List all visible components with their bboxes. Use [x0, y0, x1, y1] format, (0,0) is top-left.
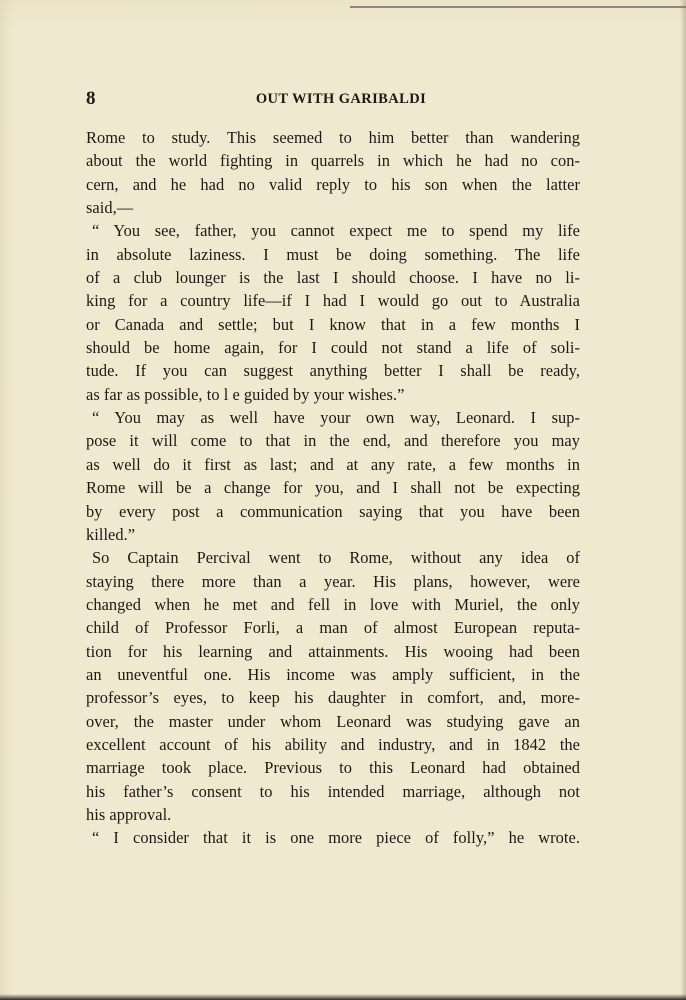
text-line: over, the master under whom Leonard was studying gave an	[86, 711, 580, 731]
text-line: or Canada and settle; but I know that in a few months I	[86, 314, 580, 334]
text-line: “ You may as well have your own way, Leonard. I sup-	[92, 408, 580, 428]
text-line: child of Professor Forli, a man of almost European reputa-	[86, 618, 580, 638]
text-line: as well do it first as last; and at any rate, a few months in	[86, 454, 580, 474]
page-bottom-edge	[0, 994, 686, 1000]
body-text	[86, 126, 580, 850]
text-line: by every post a communication saying that you have been	[86, 501, 580, 521]
text-line: in absolute laziness. I must be doing something. The life	[86, 244, 580, 264]
text-line: about the world fighting in quarrels in which he had no con-	[86, 151, 580, 171]
text-line: “ You see, father, you cannot expect me to spend my life	[92, 221, 580, 241]
text-line: tude. If you can suggest anything better I shall be ready,	[86, 361, 580, 381]
page-header	[86, 88, 580, 114]
text-line: should be home again, for I could not stand a life of soli-	[86, 338, 580, 358]
text-line: king for a country life—if I had I would go out to Australia	[86, 291, 580, 311]
text-line: changed when he met and fell in love with Muriel, the only	[86, 594, 580, 614]
text-line: said,—	[86, 198, 134, 218]
text-line: So Captain Percival went to Rome, without any idea of	[92, 548, 580, 568]
text-line: tion for his learning and attainments. His wooing had been	[86, 641, 580, 661]
text-line: of a club lounger is the last I should choose. I have no li-	[86, 268, 580, 288]
text-line: his approval.	[86, 804, 172, 824]
text-line: marriage took place. Previous to this Leonard had obtained	[86, 758, 580, 778]
text-line: “ I consider that it is one more piece of folly,” he wrote.	[92, 828, 580, 848]
text-line: excellent account of his ability and industry, and in 1842 the	[86, 734, 580, 754]
text-line: staying there more than a year. His plans, however, were	[86, 571, 580, 591]
text-line: cern, and he had no valid reply to his son when the latter	[86, 174, 580, 194]
page-top-rule	[350, 6, 686, 8]
text-line: professor’s eyes, to keep his daughter in comfort, and, more-	[86, 688, 580, 708]
page-number: 8	[86, 88, 96, 109]
text-line: Rome will be a change for you, and I shall not be expecting	[86, 478, 580, 498]
text-line: killed.”	[86, 524, 136, 544]
running-title: OUT WITH GARIBALDI	[255, 91, 427, 107]
text-line: Rome to study. This seemed to him better than wandering	[86, 128, 580, 147]
text-line: as far as possible, to l e guided by your wishes.”	[86, 384, 405, 404]
text-line: pose it will come to that in the end, and therefore you may	[86, 431, 580, 451]
text-line: an uneventful one. His income was amply sufficient, in the	[86, 664, 580, 684]
page-right-edge	[680, 0, 686, 1000]
text-line: his father’s consent to his intended marriage, although not	[86, 781, 580, 801]
